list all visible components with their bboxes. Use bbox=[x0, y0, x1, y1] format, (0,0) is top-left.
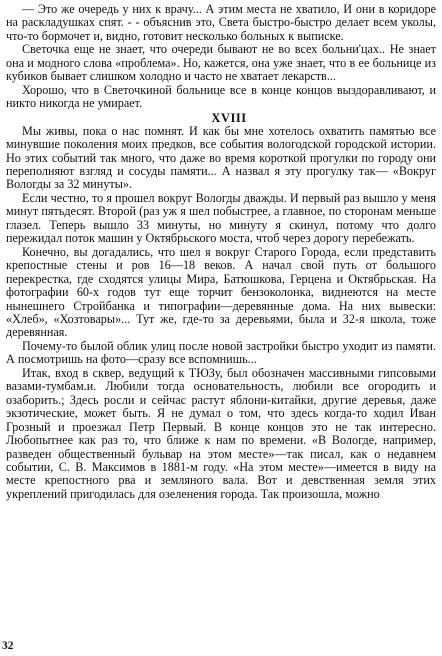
paragraph: Мы живы, пока о нас помнят. И как бы мне хотелось охватить памятью все минувшие поколения моих предков, все события вологодской городской истории. Но этих событий так много, что даже во время короткой прогулки по городу они переполняют взгляд и сосуды памяти... А назвал я эту прогулку так— «Вокруг Вологды за 32 минуты». bbox=[6, 123, 436, 192]
paragraph: Итак, вход в сквер, ведущий к ТЮЗу, был обозначен массивными гипсовыми вазами-тумбам.и. Любили тогда основательность, любили все огородить и озаборить.; Здесь росли и сейчас растут яблони-китайки, другие деревья, даже экзотические, может быть. Я не думал о том, что здесь когда-то ходил Иван Грозный и проезжал Петр Первый. В конце концов это не так интересно. Любопытнее как раз то, что ближе к нам по времени. «В Вологде, например, разведен общественный бульвар на этом месте»—так писал, как о недавнем событии, С. В. Максимов в 1881-м году. «На этом месте»—имеется в виду на месте крепостного рва и земляного вала. Вот и девственная земля этих укреплений пригодилась для озеленения города. Так произошла, можно bbox=[6, 365, 436, 501]
paragraph: Конечно, вы догадались, что шел я вокруг Старого Города, если представить крепостные стены и ров 16—18 веков. А начал свой путь от большого перекрестка, где сходятся улицы Мира, Батюшкова, Герцена и Октябрьская. На фотографии 60-х годов тут еще торчит бензоколонка, виднеются на месте нынешнего Стройбанка и типографии—деревянные дома. На них вывески: «Хлеб», «Хозтовары»... Тут же, где-то за деревьями, была и 32-я школа, тоже деревянная. bbox=[6, 244, 436, 340]
paragraph: Хорошо, что в Светочкиной больнице все в конце концов выздоравливают, и никто никогда не умирает. bbox=[6, 82, 436, 111]
page-number: 32 bbox=[2, 640, 14, 652]
paragraph: Почему-то былой облик улиц после новой застройки быстро уходит из памяти. А посмотришь на фото—сразу все вспомнишь... bbox=[6, 338, 436, 367]
book-page-text bbox=[6, 3, 436, 501]
paragraph: Светочка еще не знает, что очереди бывают не во всех больни'цах.. Не знает она и модного слова «проблема». Но, кажется, она уже знает, что в ее больнице из кубиков бывает слишком холодно и часто не хватает лекарств... bbox=[6, 42, 436, 84]
chapter-heading: XVIII bbox=[211, 110, 247, 125]
paragraph: Если честно, то я прошел вокруг Вологды дважды. И первый раз вышло у меня минут пятьдесят. Второй (раз уж я шел побыстрее, а главное, по сторонам меньше глазел. Теперь вышло 33 минуты, но минуту я скинул, потому что долго пережидал поток машин у Октябрьского моста, чтоб через дорогу перебежать. bbox=[6, 190, 436, 246]
paragraph: — Это же очередь у них к врачу... А этим места не хватило, И они в коридоре на раскладушках спят. - - объяснив это, Света быстро-быстро делает всем уколы, что-то бормочет и, видно, готовит несколько больных к выписке. bbox=[6, 2, 436, 43]
